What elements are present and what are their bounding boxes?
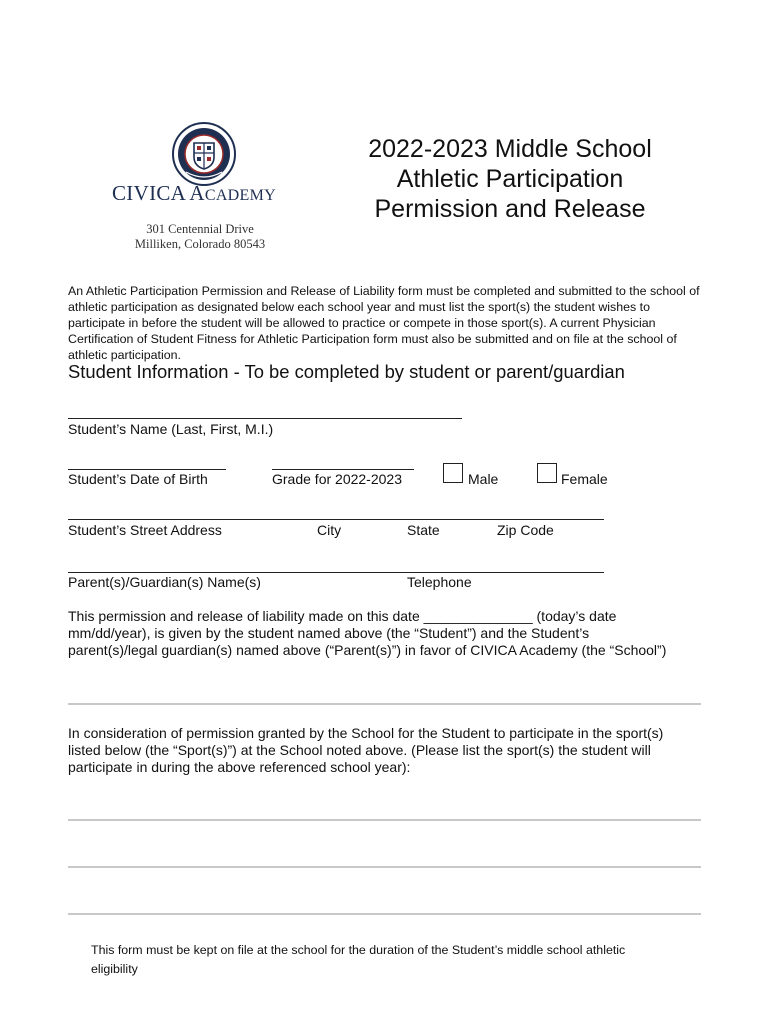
separator-rule [68,703,701,705]
sport-entry-line[interactable] [68,819,701,821]
grade-label: Grade for 2022-2023 [272,471,402,487]
city-label: City [317,522,342,538]
date-of-birth-label: Student’s Date of Birth [68,471,208,487]
organization-name [112,181,276,206]
organization-name-first: CIVICA [112,181,185,205]
form-title-line-2: Athletic Participation [396,165,624,193]
zip-code-label: Zip Code [497,522,554,538]
footer-note: This form must be kept on file at the school for the duration of the Student’s middle school athletic eligibility [91,943,626,976]
female-label: Female [561,471,608,487]
male-label: Male [468,471,499,487]
intro-paragraph: An Athletic Participation Permission and Release of Liability form must be completed and submitted to the school of athletic participation as designated below each school year and must list the sport(s) the student wishes to participate in before the student will be allowed to practice or compete in those sport(s). A current Physician Certification of Student Fitness for Athletic Participation form must also be submitted and on file at the school of athletic participation. [68,284,700,362]
student-name-field[interactable] [68,418,462,419]
consideration-paragraph: In consideration of permission granted by the School for the Student to participate in the sport(s) listed below (the “Sport(s)”) at the School noted above. (Please list the sport(s) the student will participate in during the above referenced school year): [68,725,664,775]
address-line1: 301 Centennial Drive [146,222,254,236]
organization-name-rest: CADEMY [204,187,276,204]
grade-field[interactable] [272,469,414,470]
academy-seal-logo [172,122,236,186]
sport-entry-line[interactable] [68,866,701,868]
form-title-line-1: 2022-2023 Middle School [368,135,652,163]
section-heading: Student Information - To be completed by student or parent/guardian [68,361,625,382]
state-label: State [407,522,440,538]
female-checkbox[interactable] [537,463,557,483]
parent-names-label: Parent(s)/Guardian(s) Name(s) [68,574,261,590]
form-title-line-3: Permission and Release [374,195,646,223]
telephone-label: Telephone [407,574,472,590]
form-title [340,134,680,224]
address-line2: Milliken, Colorado 80543 [134,237,266,251]
parent-telephone-field[interactable] [68,572,604,573]
student-name-label: Student’s Name (Last, First, M.I.) [68,421,274,437]
organization-name-a: A [189,181,205,205]
permission-paragraph: This permission and release of liability made on this date ______________ (today’s date mm/dd/year), is given by the student named above (the “Student”) and the Student’s parent(s)/legal guardian(s) named above (“Parent(s)”) in favor of CIVICA Academy (the “School”) [68,608,667,658]
street-address-label: Student’s Street Address [68,522,222,538]
male-checkbox[interactable] [443,463,463,483]
address-field[interactable] [68,519,604,520]
date-of-birth-field[interactable] [68,469,226,470]
sport-entry-line[interactable] [68,913,701,915]
